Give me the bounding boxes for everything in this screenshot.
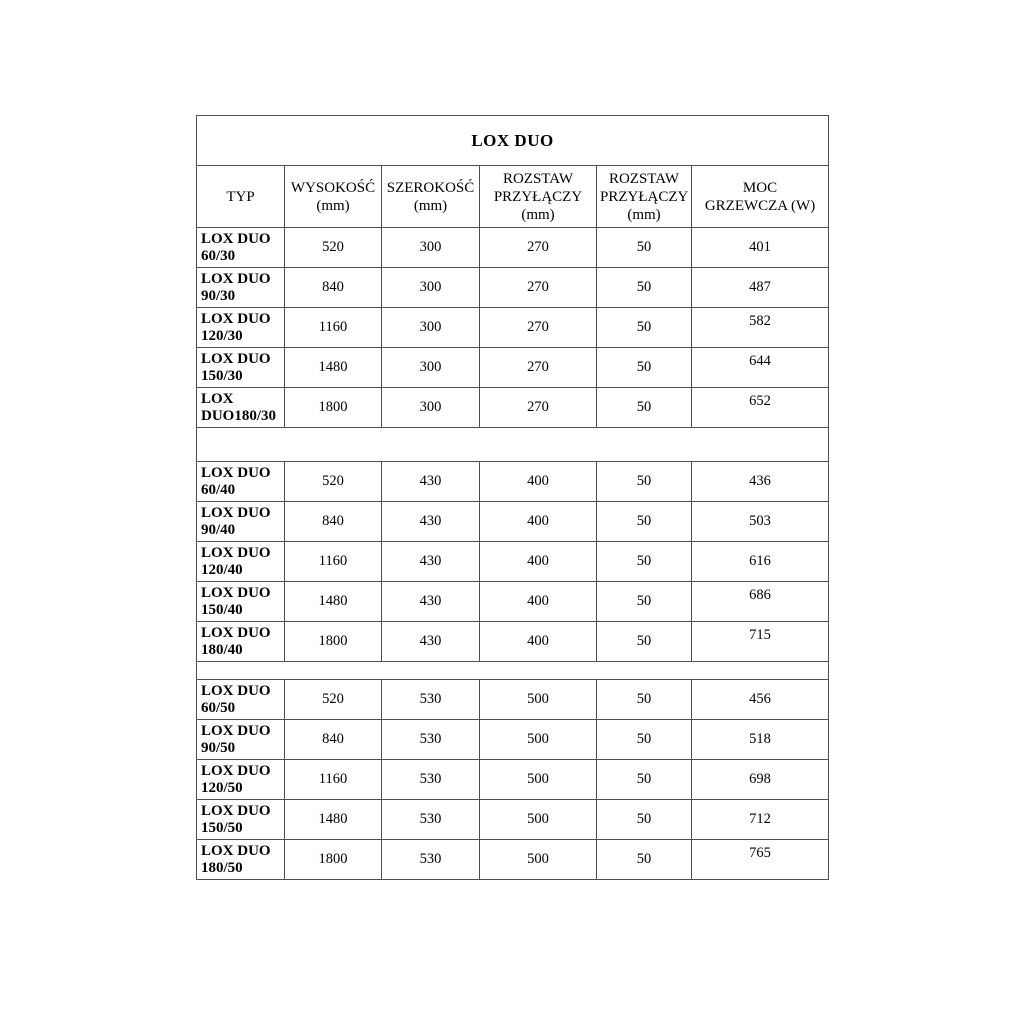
cell-szerokosc: 430 (382, 622, 480, 662)
table-row (197, 462, 829, 502)
header-line: SZEROKOŚĆ (386, 179, 475, 196)
cell-moc: 503 (692, 502, 829, 542)
cell-moc: 456 (692, 680, 829, 720)
table-row (197, 582, 829, 622)
header-line: ROZSTAW PRZYŁĄCZY (493, 170, 583, 205)
cell-moc: 698 (692, 760, 829, 800)
cell-moc: 686 (692, 582, 829, 622)
column-header-moc-grzewcza (692, 166, 829, 228)
cell-rozstaw-1: 400 (480, 582, 597, 622)
cell-rozstaw-1: 270 (480, 228, 597, 268)
header-line: ROZSTAW PRZYŁĄCZY (600, 170, 689, 205)
cell-rozstaw-1: 400 (480, 462, 597, 502)
cell-szerokosc: 530 (382, 680, 480, 720)
cell-szerokosc: 300 (382, 228, 480, 268)
cell-rozstaw-2: 50 (597, 388, 692, 428)
cell-rozstaw-2: 50 (597, 720, 692, 760)
cell-rozstaw-1: 400 (480, 542, 597, 582)
cell-rozstaw-2: 50 (597, 800, 692, 840)
group-separator (197, 662, 829, 680)
cell-typ: LOX DUO 60/40 (197, 462, 285, 502)
cell-typ: LOX DUO 150/50 (197, 800, 285, 840)
cell-rozstaw-1: 270 (480, 388, 597, 428)
table-row (197, 308, 829, 348)
cell-wysokosc: 520 (285, 228, 382, 268)
table-row (197, 622, 829, 662)
table-row (197, 720, 829, 760)
cell-szerokosc: 430 (382, 502, 480, 542)
column-header-szerokosc (382, 166, 480, 228)
cell-wysokosc: 840 (285, 720, 382, 760)
cell-wysokosc: 520 (285, 462, 382, 502)
cell-moc: 652 (692, 388, 829, 428)
cell-rozstaw-1: 500 (480, 840, 597, 880)
cell-szerokosc: 300 (382, 268, 480, 308)
cell-wysokosc: 1800 (285, 622, 382, 662)
spec-table (196, 115, 829, 880)
cell-rozstaw-1: 400 (480, 502, 597, 542)
cell-typ: LOX DUO 90/30 (197, 268, 285, 308)
table-row (197, 502, 829, 542)
header-row (197, 166, 829, 228)
cell-moc: 582 (692, 308, 829, 348)
cell-typ: LOX DUO 90/50 (197, 720, 285, 760)
header-unit: (mm) (316, 197, 350, 214)
cell-typ: LOX DUO 180/50 (197, 840, 285, 880)
cell-szerokosc: 530 (382, 800, 480, 840)
cell-moc: 436 (692, 462, 829, 502)
cell-wysokosc: 1480 (285, 582, 382, 622)
cell-rozstaw-1: 270 (480, 308, 597, 348)
cell-szerokosc: 430 (382, 582, 480, 622)
cell-typ: LOX DUO 150/30 (197, 348, 285, 388)
cell-typ: LOX DUO 90/40 (197, 502, 285, 542)
header-unit: (mm) (413, 197, 448, 214)
header-line: WYSOKOŚĆ (290, 179, 376, 196)
cell-szerokosc: 430 (382, 462, 480, 502)
header-line: MOC (742, 179, 778, 196)
cell-wysokosc: 840 (285, 268, 382, 308)
cell-rozstaw-2: 50 (597, 840, 692, 880)
cell-wysokosc: 1800 (285, 388, 382, 428)
header-line: TYP (226, 188, 255, 205)
cell-moc: 765 (692, 840, 829, 880)
title-row (197, 116, 829, 166)
cell-szerokosc: 530 (382, 760, 480, 800)
cell-typ: LOX DUO180/30 (197, 388, 285, 428)
header-unit: (mm) (627, 206, 661, 223)
cell-szerokosc: 530 (382, 840, 480, 880)
table-row (197, 228, 829, 268)
cell-typ: LOX DUO 120/50 (197, 760, 285, 800)
cell-rozstaw-2: 50 (597, 268, 692, 308)
column-header-typ (197, 166, 285, 228)
cell-moc: 401 (692, 228, 829, 268)
cell-rozstaw-2: 50 (597, 502, 692, 542)
cell-szerokosc: 430 (382, 542, 480, 582)
cell-rozstaw-2: 50 (597, 462, 692, 502)
cell-rozstaw-2: 50 (597, 760, 692, 800)
cell-rozstaw-2: 50 (597, 228, 692, 268)
cell-rozstaw-1: 270 (480, 348, 597, 388)
cell-wysokosc: 520 (285, 680, 382, 720)
cell-wysokosc: 1800 (285, 840, 382, 880)
table-row (197, 268, 829, 308)
header-unit: GRZEWCZA (W) (704, 197, 816, 214)
table-row (197, 760, 829, 800)
cell-typ: LOX DUO 120/40 (197, 542, 285, 582)
column-header-rozstaw-przylaczy-1 (480, 166, 597, 228)
column-header-wysokosc (285, 166, 382, 228)
cell-rozstaw-1: 500 (480, 680, 597, 720)
cell-rozstaw-2: 50 (597, 348, 692, 388)
cell-wysokosc: 840 (285, 502, 382, 542)
cell-wysokosc: 1480 (285, 800, 382, 840)
table-row (197, 800, 829, 840)
cell-rozstaw-1: 400 (480, 622, 597, 662)
cell-szerokosc: 530 (382, 720, 480, 760)
cell-rozstaw-2: 50 (597, 680, 692, 720)
cell-wysokosc: 1160 (285, 760, 382, 800)
table-row (197, 542, 829, 582)
cell-rozstaw-2: 50 (597, 582, 692, 622)
cell-rozstaw-1: 500 (480, 800, 597, 840)
cell-moc: 644 (692, 348, 829, 388)
separator-cell (197, 662, 829, 680)
cell-rozstaw-2: 50 (597, 308, 692, 348)
cell-szerokosc: 300 (382, 348, 480, 388)
cell-rozstaw-2: 50 (597, 542, 692, 582)
column-header-rozstaw-przylaczy-2 (597, 166, 692, 228)
cell-moc: 616 (692, 542, 829, 582)
table-row (197, 680, 829, 720)
table-row (197, 348, 829, 388)
cell-rozstaw-1: 500 (480, 760, 597, 800)
cell-rozstaw-1: 270 (480, 268, 597, 308)
cell-wysokosc: 1160 (285, 308, 382, 348)
cell-moc: 712 (692, 800, 829, 840)
cell-typ: LOX DUO 180/40 (197, 622, 285, 662)
cell-typ: LOX DUO 150/40 (197, 582, 285, 622)
cell-szerokosc: 300 (382, 308, 480, 348)
cell-szerokosc: 300 (382, 388, 480, 428)
cell-typ: LOX DUO 60/30 (197, 228, 285, 268)
cell-wysokosc: 1480 (285, 348, 382, 388)
separator-cell (197, 428, 829, 462)
cell-moc: 715 (692, 622, 829, 662)
cell-typ: LOX DUO 120/30 (197, 308, 285, 348)
header-unit: (mm) (521, 206, 555, 223)
cell-rozstaw-1: 500 (480, 720, 597, 760)
table-row (197, 840, 829, 880)
cell-rozstaw-2: 50 (597, 622, 692, 662)
cell-moc: 487 (692, 268, 829, 308)
cell-moc: 518 (692, 720, 829, 760)
cell-typ: LOX DUO 60/50 (197, 680, 285, 720)
group-separator (197, 428, 829, 462)
table-row (197, 388, 829, 428)
table-title: LOX DUO (197, 116, 829, 166)
cell-wysokosc: 1160 (285, 542, 382, 582)
